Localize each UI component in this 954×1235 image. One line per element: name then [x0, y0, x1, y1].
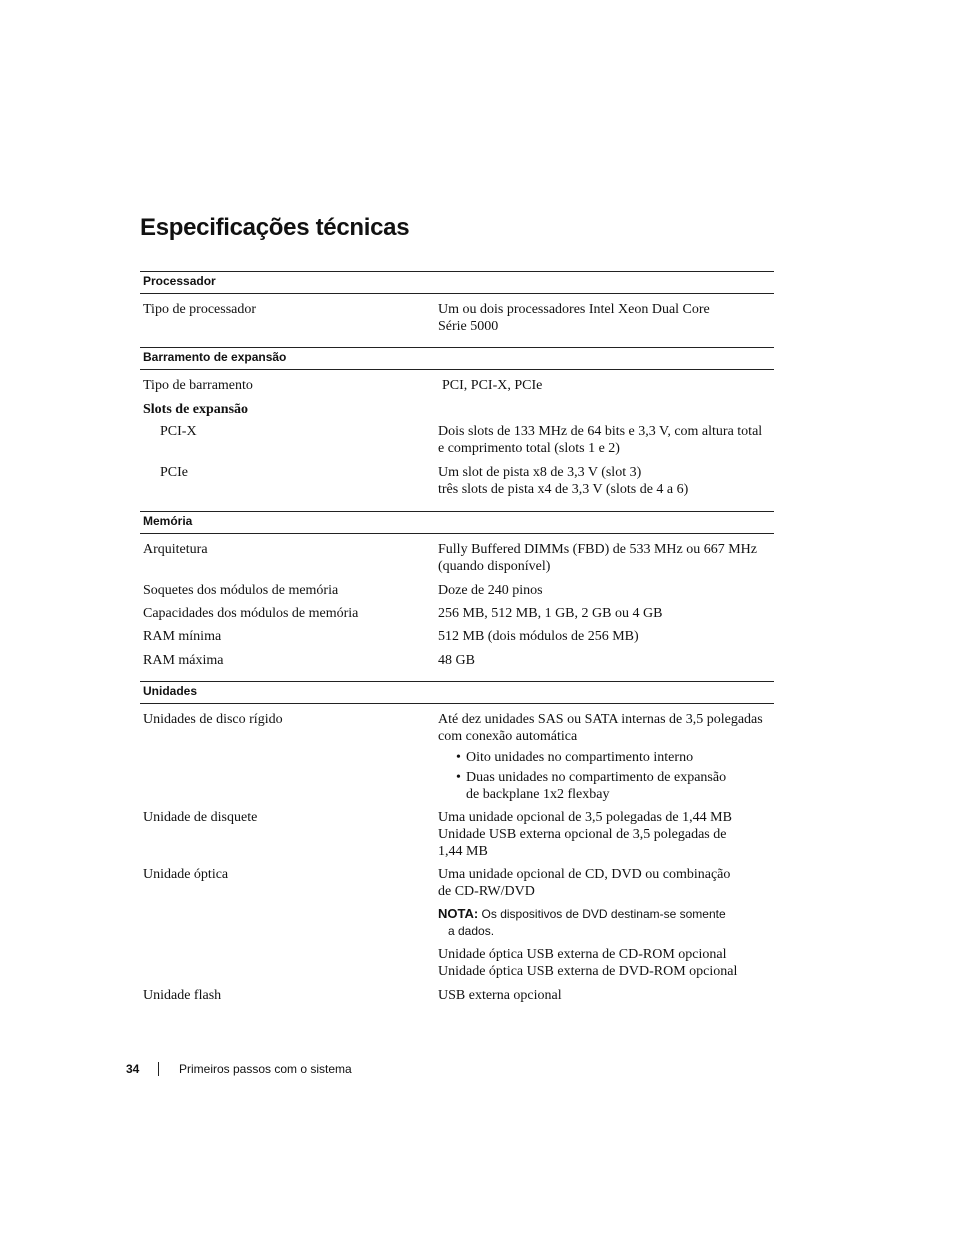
- spec-row-capacidades: [140, 599, 774, 622]
- spec-row-optica: [140, 860, 774, 980]
- spec-row-pcix: [140, 418, 774, 457]
- spec-label: PCI-X: [160, 424, 197, 439]
- spec-label: Slots de expansão: [143, 402, 249, 417]
- spec-row-pcie: [140, 457, 774, 498]
- spec-value: USB externa opcional: [438, 988, 562, 1003]
- spec-value: Um slot de pista x8 de 3,3 V (slot 3) três slots de pista x4 de 3,3 V (slots de 4 a 6): [438, 465, 689, 497]
- spec-label: Arquitetura: [143, 542, 208, 557]
- spec-label: Soquetes dos módulos de memória: [143, 583, 339, 598]
- section-heading: Unidades: [140, 682, 774, 704]
- page-number: 34: [126, 1062, 140, 1076]
- spec-value: Uma unidade opcional de CD, DVD ou combinação de CD-RW/DVD NOTA: Os dispositivos de DVD destinam-se somente a dados. Unidade óptica USB externa de CD-ROM opcional Unidade óptica USB externa de DVD-ROM opcional: [438, 866, 774, 980]
- note: [438, 905, 774, 940]
- spec-row-ram-minima: [140, 622, 774, 645]
- footer-text: Primeiros passos com o sistema: [179, 1062, 352, 1076]
- spec-value: 512 MB (dois módulos de 256 MB): [438, 629, 639, 644]
- spec-label: PCIe: [160, 465, 188, 480]
- spec-row-slots: [140, 394, 774, 418]
- page-footer: [126, 1062, 352, 1076]
- spec-label: RAM máxima: [143, 653, 224, 668]
- spec-row-disco-rigido: [140, 704, 774, 803]
- spec-value: Dois slots de 133 MHz de 64 bits e 3,3 V, com altura total e comprimento total (slots 1 e 2): [438, 424, 763, 456]
- section-heading: Memória: [140, 512, 774, 534]
- spec-row-disquete: [140, 803, 774, 860]
- spec-row-ram-maxima: [140, 645, 774, 669]
- spec-value: 48 GB: [438, 653, 475, 668]
- page-title: Especificações técnicas: [140, 214, 410, 241]
- spec-value: PCI, PCI-X, PCIe: [442, 378, 543, 393]
- section-heading: Processador: [140, 272, 774, 294]
- footer-separator: [158, 1062, 159, 1076]
- section-memoria: [140, 511, 774, 669]
- spec-label: Tipo de barramento: [143, 378, 253, 393]
- section-unidades: [140, 681, 774, 1004]
- spec-row-tipo-barramento: [140, 370, 774, 394]
- spec-label: Unidade flash: [143, 988, 222, 1003]
- list-item: • Oito unidades no compartimento interno: [438, 749, 774, 766]
- spec-value: Fully Buffered DIMMs (FBD) de 533 MHz ou 667 MHz (quando disponível): [438, 542, 757, 574]
- spec-label: Unidades de disco rígido: [143, 712, 283, 727]
- section-heading: Barramento de expansão: [140, 348, 774, 370]
- spec-value: Uma unidade opcional de 3,5 polegadas de 1,44 MB Unidade USB externa opcional de 3,5 polegadas de 1,44 MB: [438, 810, 732, 859]
- spec-row-soquetes: [140, 575, 774, 599]
- note-text: Os dispositivos de DVD destinam-se somente: [481, 907, 726, 921]
- spec-value: Um ou dois processadores Intel Xeon Dual Core Série 5000: [438, 302, 710, 334]
- list-item: • Duas unidades no compartimento de expansão de backplane 1x2 flexbay: [438, 769, 774, 803]
- spec-label: Unidade óptica: [143, 867, 229, 882]
- section-barramento: [140, 347, 774, 498]
- section-processador: [140, 271, 774, 335]
- note-label: NOTA:: [438, 906, 479, 921]
- spec-row-arquitetura: [140, 534, 774, 575]
- spec-row-tipo-processador: [140, 294, 774, 335]
- spec-value: Até dez unidades SAS ou SATA internas de 3,5 polegadas com conexão automática • Oito unidades no compartimento interno • Duas unidades no compartimento de expansão de backplane 1x2 flexbay: [438, 711, 774, 803]
- note-text: a dados.: [448, 924, 495, 938]
- bullet-list: [438, 749, 774, 803]
- spec-label: Capacidades dos módulos de memória: [143, 606, 359, 621]
- spec-label: Unidade de disquete: [143, 810, 258, 825]
- spec-value: 256 MB, 512 MB, 1 GB, 2 GB ou 4 GB: [438, 606, 663, 621]
- spec-value: Doze de 240 pinos: [438, 583, 543, 598]
- spec-label: RAM mínima: [143, 629, 222, 644]
- spec-row-flash: [140, 980, 774, 1004]
- spec-label: Tipo de processador: [143, 302, 257, 317]
